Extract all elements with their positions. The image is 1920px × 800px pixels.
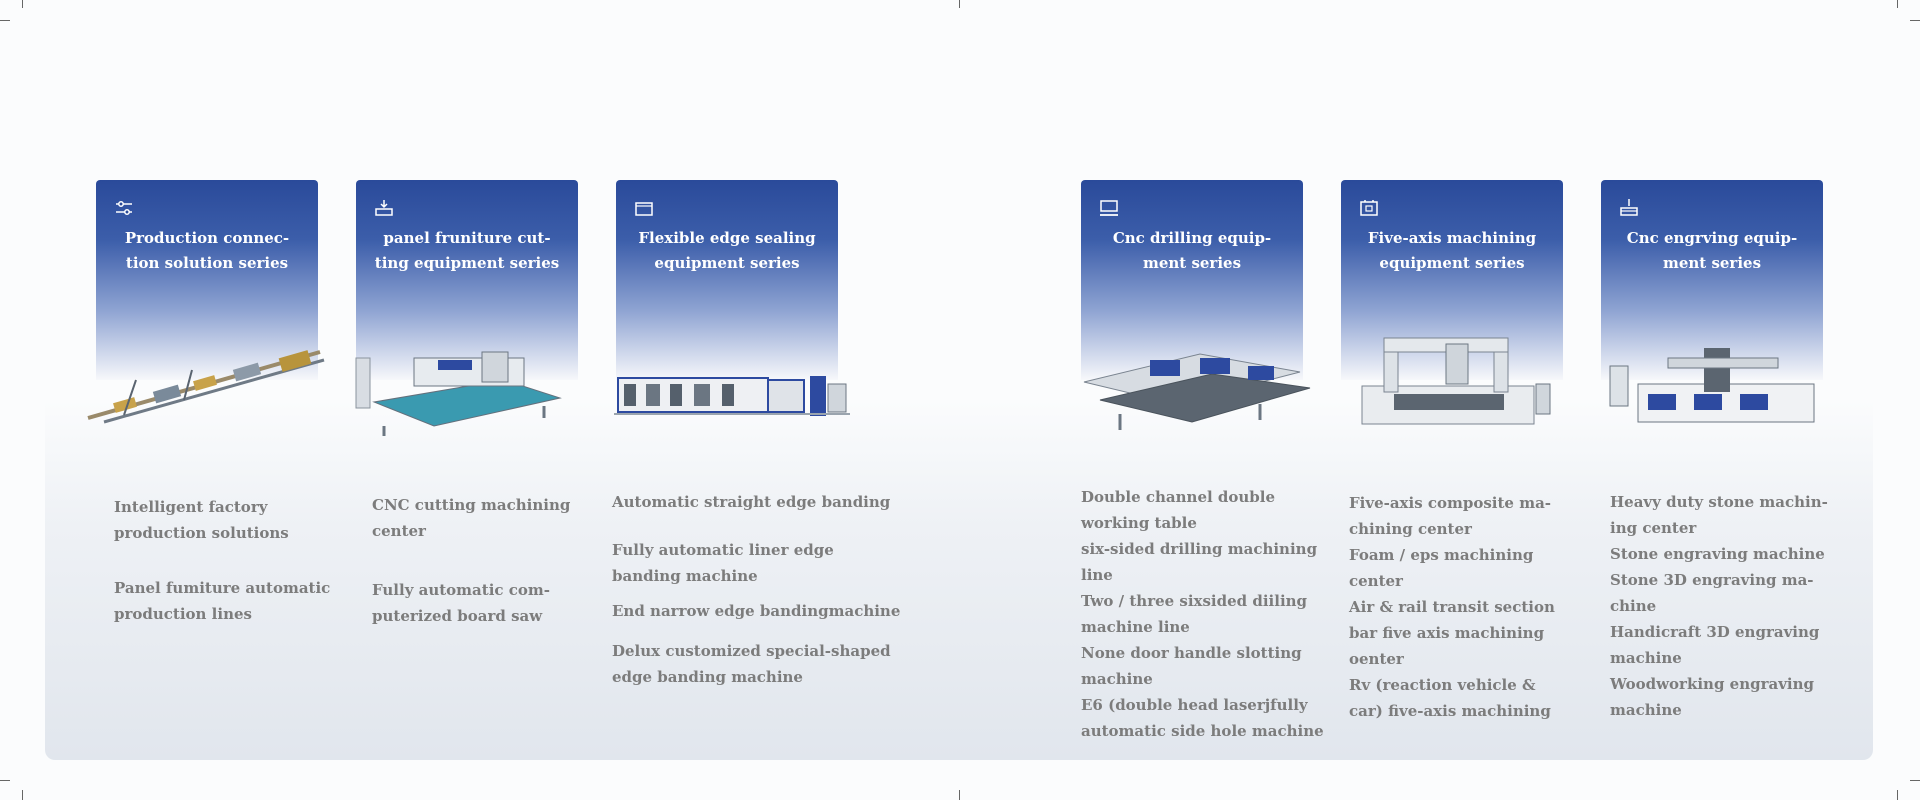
- list-item[interactable]: Air & rail transit section bar five axis machining oenter: [1349, 598, 1555, 668]
- crop-mark: [0, 20, 10, 21]
- list-production-connection: [114, 494, 344, 627]
- card-title: Cnc engrving equip- ment series: [1626, 229, 1798, 272]
- list-cnc-drilling: [1081, 484, 1331, 744]
- list-item[interactable]: Automatic straight edge banding: [612, 493, 891, 511]
- production-line-image: [84, 340, 330, 430]
- list-item[interactable]: E6 (double head laserjfully automatic side hole machine: [1081, 696, 1324, 740]
- list-five-axis: [1349, 490, 1579, 724]
- list-item[interactable]: Stone engraving machine: [1610, 545, 1825, 563]
- list-item[interactable]: Fully automatic com- puterized board saw: [372, 581, 550, 625]
- list-item[interactable]: Panel fumiture automatic production lines: [114, 579, 331, 623]
- machine-frame-icon: [1359, 198, 1379, 218]
- list-item[interactable]: Handicraft 3D engraving machine: [1610, 623, 1820, 667]
- list-item[interactable]: None door handle slotting machine: [1081, 644, 1302, 688]
- list-panel-cutting: [372, 492, 572, 629]
- list-item[interactable]: Delux customized special-shaped edge banding machine: [612, 642, 891, 686]
- crop-mark: [1897, 790, 1898, 800]
- cutting-machine-icon: [374, 198, 394, 218]
- list-cnc-engraving: [1610, 489, 1840, 723]
- list-item[interactable]: End narrow edge bandingmachine: [612, 602, 901, 620]
- card-flexible-edge-sealing[interactable]: [616, 180, 838, 380]
- monitor-icon: [1099, 198, 1119, 218]
- list-edge-sealing: [612, 489, 902, 690]
- list-item[interactable]: Stone 3D engraving ma- chine: [1610, 571, 1814, 615]
- list-item[interactable]: six-sided drilling machining line: [1081, 540, 1318, 584]
- card-title: panel fruniture cut- ting equipment series: [374, 229, 560, 272]
- card-title: Flexible edge sealing equipment series: [638, 229, 816, 272]
- list-item[interactable]: Heavy duty stone machin- ing center: [1610, 493, 1828, 537]
- list-item[interactable]: Double channel double working table: [1081, 488, 1276, 532]
- cnc-drilling-machine-image: [1080, 344, 1316, 434]
- card-title: Cnc drilling equip- ment series: [1112, 229, 1272, 272]
- crop-mark: [959, 0, 960, 8]
- edge-banding-machine-image: [614, 370, 850, 426]
- cnc-cutting-machine-image: [354, 340, 576, 438]
- list-item[interactable]: Five-axis composite ma- chining center: [1349, 494, 1552, 538]
- five-axis-machine-image: [1354, 330, 1554, 436]
- card-title: Production connec- tion solution series: [124, 229, 290, 272]
- crop-mark: [1910, 780, 1920, 781]
- list-item[interactable]: Fully automatic liner edge banding machine: [612, 541, 834, 585]
- engraving-tool-icon: [1619, 198, 1639, 218]
- card-title: Five-axis machining equipment series: [1367, 229, 1537, 272]
- settings-sliders-icon: [114, 198, 134, 218]
- list-item[interactable]: Two / three sixsided diiling machine line: [1081, 592, 1308, 636]
- stone-engraving-machine-image: [1608, 344, 1818, 434]
- list-item[interactable]: Intelligent factory production solutions: [114, 498, 289, 542]
- crop-mark: [22, 790, 23, 800]
- list-item[interactable]: Woodworking engraving machine: [1610, 675, 1815, 719]
- panel-icon: [634, 198, 654, 218]
- list-item[interactable]: CNC cutting machining center: [372, 496, 571, 540]
- list-item[interactable]: Foam / eps machining center: [1349, 546, 1534, 590]
- crop-mark: [959, 790, 960, 800]
- crop-mark: [1897, 0, 1898, 8]
- crop-mark: [22, 0, 23, 8]
- crop-mark: [1910, 20, 1920, 21]
- crop-mark: [0, 780, 10, 781]
- list-item[interactable]: Rv (reaction vehicle & car) five-axis machining: [1349, 676, 1551, 720]
